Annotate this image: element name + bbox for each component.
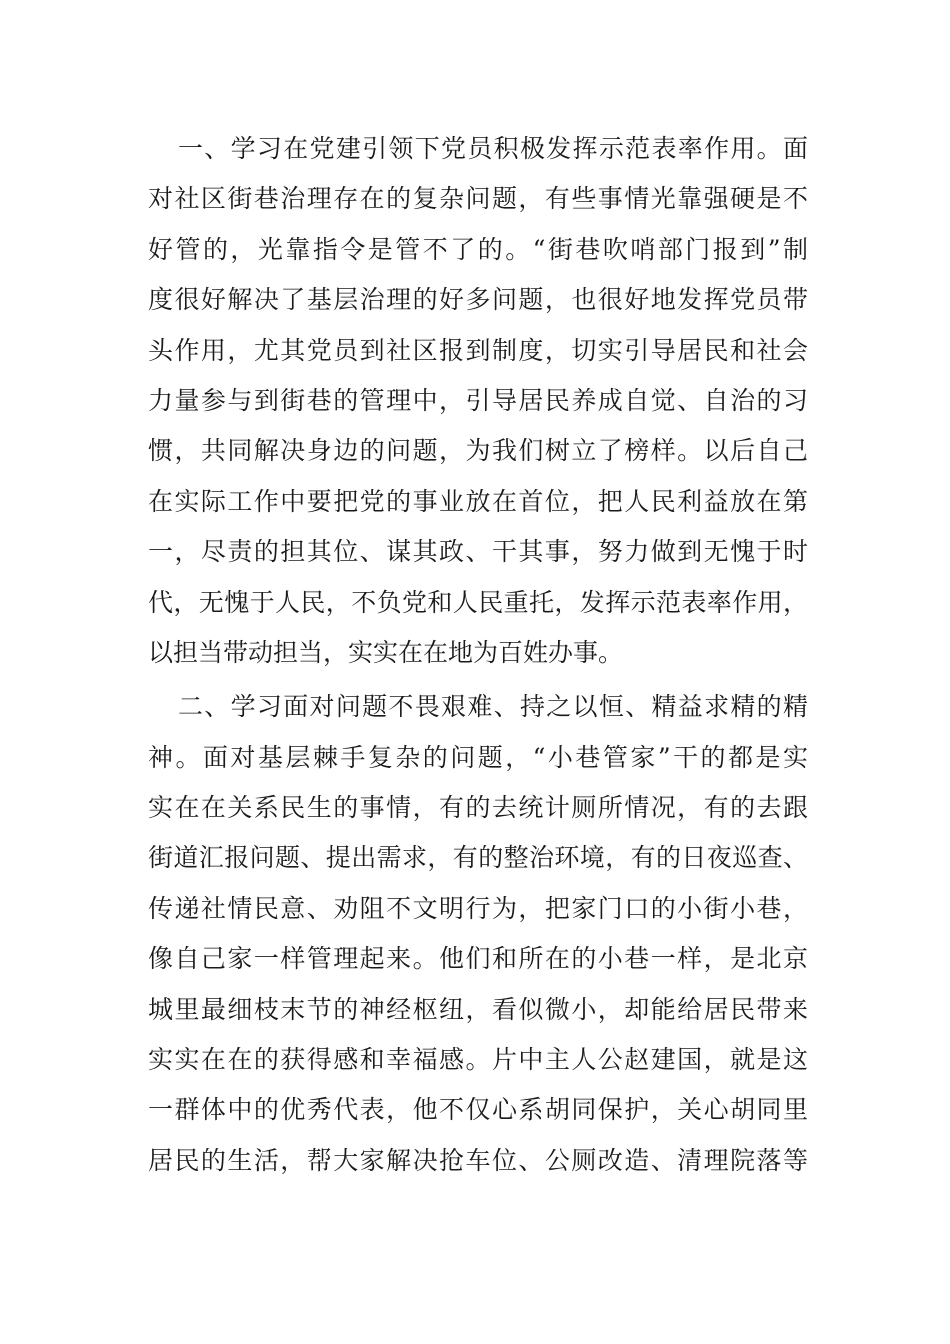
- text-line: 好管的，光靠指令是管不了的。“街巷吹哨部门报到”制: [148, 234, 808, 264]
- text-line: 实实在在的获得感和幸福感。片中主人公赵建国，就是这: [148, 1045, 808, 1075]
- text-line: 城里最细枝末节的神经枢纽，看似微小，却能给居民带来: [148, 994, 808, 1024]
- text-line: 像自己家一样管理起来。他们和所在的小巷一样，是北京: [148, 944, 808, 974]
- text-line: 实在在关系民生的事情，有的去统计厕所情况，有的去跟: [148, 793, 808, 823]
- text-line: 惯，共同解决身边的问题，为我们树立了榜样。以后自己: [148, 436, 808, 466]
- text-line: 度很好解决了基层治理的好多问题，也很好地发挥党员带: [148, 285, 808, 315]
- text-line: 代，无愧于人民，不负党和人民重托，发挥示范表率作用，: [148, 587, 808, 617]
- text-line: 一，尽责的担其位、谋其政、干其事，努力做到无愧于时: [148, 537, 808, 567]
- text-line: 力量参与到街巷的管理中，引导居民养成自觉、自治的习: [148, 385, 808, 415]
- paragraph-1: [148, 124, 808, 678]
- document-body: [148, 124, 808, 1190]
- text-line: 头作用，尤其党员到社区报到制度，切实引导居民和社会: [148, 335, 808, 365]
- text-line: 传递社情民意、劝阻不文明行为，把家门口的小街小巷，: [148, 893, 808, 923]
- text-line: 神。面对基层棘手复杂的问题，“小巷管家”干的都是实: [148, 742, 808, 772]
- text-line: 一群体中的优秀代表，他不仅心系胡同保护，关心胡同里: [148, 1095, 808, 1125]
- text-line: 居民的生活，帮大家解决抢车位、公厕改造、清理院落等: [148, 1145, 808, 1175]
- text-line: 对社区街巷治理存在的复杂问题，有些事情光靠强硬是不: [148, 184, 808, 214]
- paragraph-2: [148, 682, 808, 1186]
- text-line: 一、学习在党建引领下党员积极发挥示范表率作用。面: [178, 134, 808, 163]
- text-line: 在实际工作中要把党的事业放在首位，把人民利益放在第: [148, 486, 808, 516]
- text-line: 以担当带动担当，实实在在地为百姓办事。: [148, 637, 624, 667]
- text-line: 街道汇报问题、提出需求，有的整治环境，有的日夜巡查、: [148, 843, 808, 873]
- text-line: 二、学习面对问题不畏艰难、持之以恒、精益求精的精: [178, 692, 808, 722]
